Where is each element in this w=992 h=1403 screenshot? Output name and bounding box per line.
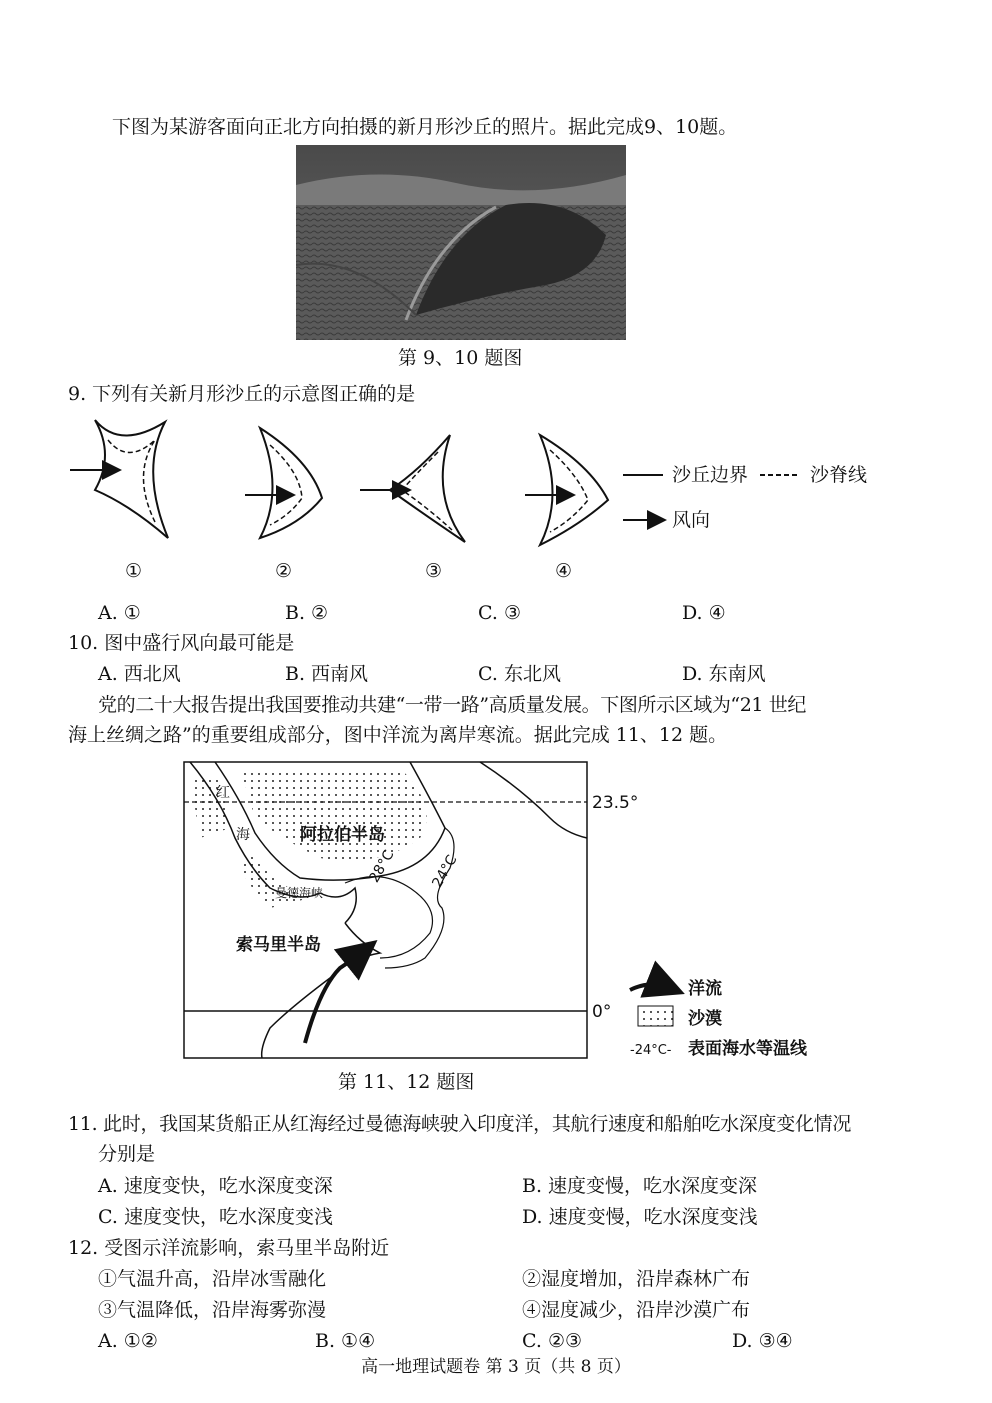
map-red-sea-1: 红 [216,785,230,801]
q11-option-c: C. 速度变快，吃水深度变浅 [98,1206,333,1228]
page-footer: 高一地理试题卷 第 3 页（共 8 页） [361,1357,631,1377]
map-lat-top: 23.5° [592,793,639,813]
dune-label-1: ① [125,560,143,582]
map-strait: 曼德海峡 [275,886,324,900]
q9-stem: 9. 下列有关新月形沙丘的示意图正确的是 [68,383,416,405]
q10-stem: 10. 图中盛行风向最可能是 [68,632,295,654]
q12-option-b: B. ①④ [315,1330,376,1352]
dune-diagram-1 [70,420,168,538]
dune-diagram-3 [360,435,465,542]
legend-iso-sample: -24°C- [630,1043,672,1058]
map-iso-28: 28°C [366,847,398,886]
q12-stem: 12. 受图示洋流影响，索马里半岛附近 [68,1237,390,1259]
q12-item-4: ④湿度减少，沿岸沙漠广布 [522,1299,751,1321]
q11-option-a: A. 速度变快，吃水深度变深 [98,1175,333,1197]
q10-option-a: A. 西北风 [98,663,181,685]
map-caption: 第 11、12 题图 [338,1071,475,1093]
dune-label-3: ③ [425,560,443,582]
legend-desert: 沙漠 [688,1009,722,1029]
intro-9-10: 下图为某游客面向正北方向拍摄的新月形沙丘的照片。据此完成9、10题。 [112,116,738,138]
q11-stem-line2: 分别是 [98,1143,156,1165]
q11-option-d: D. 速度变慢，吃水深度变浅 [522,1206,758,1228]
dune-label-4: ④ [555,560,573,582]
red-sea-map [180,758,840,1063]
map-somali: 索马里半岛 [236,935,321,955]
q12-option-c: C. ②③ [522,1330,583,1352]
dune-diagram-2 [245,428,322,538]
dune-diagram-4 [525,435,608,545]
q12-item-1: ①气温升高，沿岸冰雪融化 [98,1268,327,1290]
intro-11-12-line2: 海上丝绸之路”的重要组成部分，图中洋流为离岸寒流。据此完成 11、12 题。 [68,724,728,746]
map-arabia: 阿拉伯半岛 [300,825,385,845]
q11-option-b: B. 速度变慢，吃水深度变深 [522,1175,758,1197]
legend-wind: 风向 [672,509,711,531]
q12-item-2: ②湿度增加，沿岸森林广布 [522,1268,751,1290]
q12-option-a: A. ①② [98,1330,158,1352]
map-lat-bottom: 0° [592,1002,612,1022]
map-iso-24: 24°C [429,852,461,891]
q9-option-a: A. ① [98,602,141,624]
q11-stem-line1: 11. 此时，我国某货船正从红海经过曼德海峡驶入印度洋，其航行速度和船舶吃水深度变化情况 [68,1113,852,1135]
legend-ridge: 沙脊线 [810,464,868,486]
map-red-sea-2: 海 [236,827,250,843]
legend-current: 洋流 [688,979,722,999]
q10-option-c: C. 东北风 [478,663,561,685]
dune-diagrams [60,410,940,595]
q9-option-b: B. ② [285,602,329,624]
q9-option-d: D. ④ [682,602,726,624]
q9-option-c: C. ③ [478,602,521,624]
intro-11-12-line1: 党的二十大报告提出我国要推动共建“一带一路”高质量发展。下图所示区域为“21 世纪 [98,694,806,716]
dune-label-2: ② [275,560,293,582]
q10-option-d: D. 东南风 [682,663,766,685]
q10-option-b: B. 西南风 [285,663,369,685]
legend-isotherm: 表面海水等温线 [688,1039,807,1059]
q12-option-d: D. ③④ [732,1330,793,1352]
q12-item-3: ③气温降低，沿岸海雾弥漫 [98,1299,327,1321]
legend-boundary: 沙丘边界 [672,464,749,486]
dune-photo [296,145,626,340]
photo-caption: 第 9、10 题图 [398,347,523,369]
